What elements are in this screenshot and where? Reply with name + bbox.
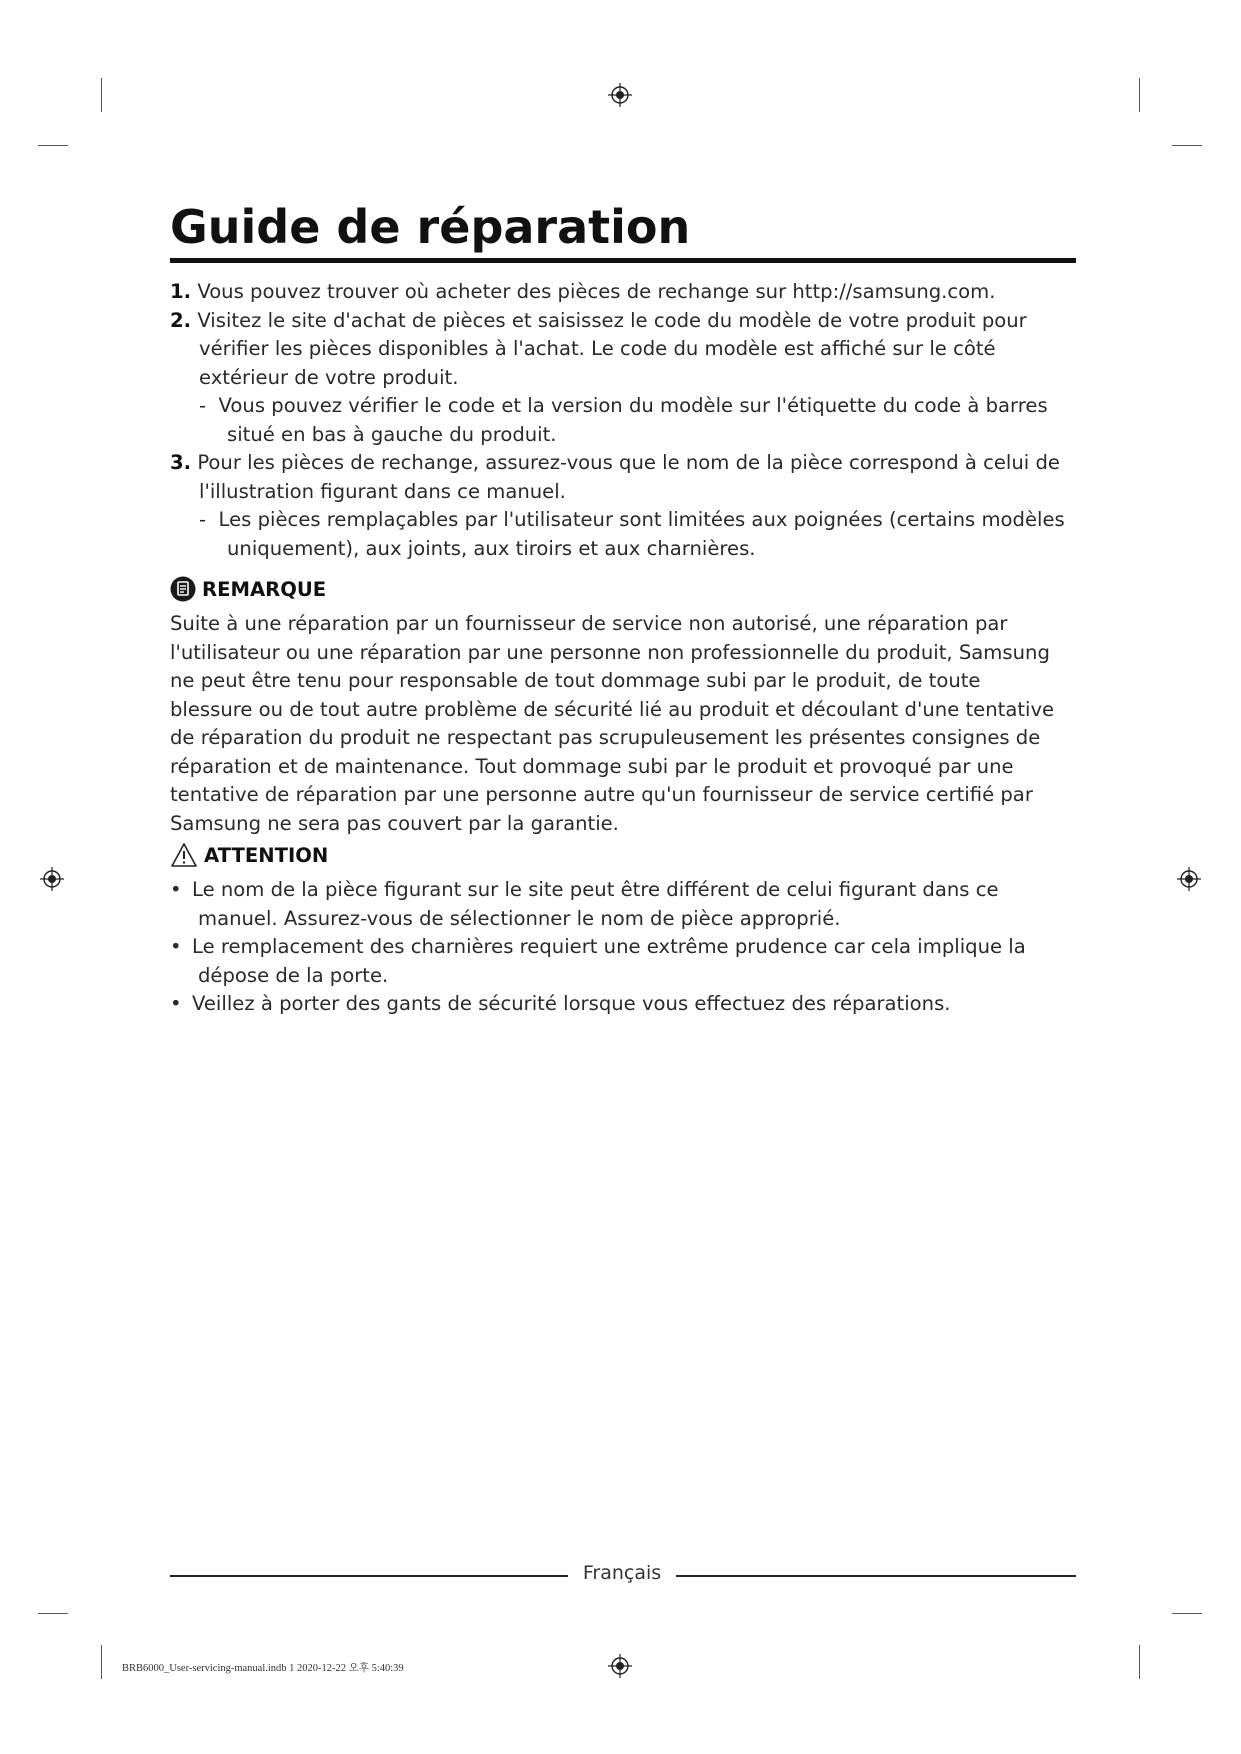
sub-item-text: uniquement), aux joints, aux tiroirs et aux charnières. [227,536,756,560]
bullet: • [170,935,182,958]
crop-mark [1139,78,1140,112]
crop-mark [38,1613,68,1614]
crop-mark [1172,1613,1202,1614]
note-line: tentative de réparation par une personne autre qu'un fournisseur de service certifié par [170,783,1033,806]
title-rule [170,258,1076,263]
note-line: blessure ou de tout autre problème de sécurité lié au produit et découlant d'une tentative [170,697,1055,721]
bullet: • [170,878,182,901]
crop-mark [1139,1645,1140,1679]
note-line: Suite à une réparation par un fournisseur de service non autorisé, une réparation par [170,612,1008,635]
note-line: ne peut être tenu pour responsable de tout dommage subi par le produit, de toute [170,669,981,692]
bullet-text: dépose de la porte. [198,963,389,987]
numbered-list [170,278,1076,563]
list-item [170,933,1076,990]
bullet-text: Le remplacement des charnières requiert une extrême prudence car cela implique la [192,935,1026,958]
footer-language: Français [582,1562,662,1584]
note-line: l'utilisateur ou une réparation par une personne non professionnelle du produit, Samsung [170,640,1050,664]
footer-rule [170,1575,568,1577]
sub-item [170,506,1076,535]
item-text: Visitez le site d'achat de pièces et saisissez le code du modèle de votre produit pour [197,308,1027,332]
item-text: l'illustration figurant dans ce manuel. [199,479,566,503]
item-text: Vous pouvez trouver où acheter des pièces de rechange sur http://samsung.com. [197,280,996,303]
bullet-text: Le nom de la pièce figurant sur le site peut être différent de celui figurant dans ce [192,878,999,901]
registration-mark-icon [608,83,632,107]
item-text: extérieur de votre produit. [199,365,459,389]
note-heading [170,576,326,602]
registration-mark-icon [1177,867,1201,891]
item-text: Pour les pièces de rechange, assurez-vous que le nom de la pièce correspond à celui de [197,451,1060,474]
caution-heading [170,842,328,868]
list-item [170,278,1076,307]
crop-mark [38,145,68,146]
sub-item-text: Vous pouvez vérifier le code et la version du modèle sur l'étiquette du code à barres [218,394,1048,417]
sub-item-text: situé en bas à gauche du produit. [227,422,557,446]
note-paragraph [170,610,1076,838]
dash: - [199,508,207,531]
note-line: de réparation du produit ne respectant pas scrupuleusement les présentes consignes de [170,726,1041,749]
print-slug: BRB6000_User-servicing-manual.indb 1 2020-12-22 오후 5:40:39 [122,1663,404,1674]
crop-mark [101,1645,102,1679]
caution-heading-text: ATTENTION [204,843,329,867]
bullet-text: manuel. Assurez-vous de sélectionner le nom de pièce approprié. [198,906,841,930]
registration-mark-icon [608,1654,632,1678]
item-number: 3. [170,451,192,474]
item-number: 1. [170,280,192,303]
bullet-text: Veillez à porter des gants de sécurité lorsque vous effectuez des réparations. [192,992,951,1015]
note-heading-text: REMARQUE [202,577,327,601]
registration-mark-icon [40,867,64,891]
item-number: 2. [170,308,192,332]
list-item [170,449,1076,563]
crop-mark [101,78,102,112]
warning-triangle-icon [170,842,198,868]
footer-rule [676,1575,1076,1577]
crop-mark [1172,145,1202,146]
item-text: vérifier les pièces disponibles à l'achat. Le code du modèle est affiché sur le côté [199,337,996,360]
dash: - [199,394,207,417]
list-item [170,307,1076,450]
note-line: Samsung ne sera pas couvert par la garantie. [170,811,619,835]
note-icon [170,576,196,602]
page-title: Guide de réparation [170,200,691,254]
list-item [170,990,1076,1019]
note-line: réparation et de maintenance. Tout dommage subi par le produit et provoqué par une [170,754,1014,778]
bullet: • [170,992,182,1015]
sub-item-text: Les pièces remplaçables par l'utilisateur sont limitées aux poignées (certains modèles [218,508,1065,531]
sub-item [170,392,1076,421]
caution-list [170,876,1076,1019]
list-item [170,876,1076,933]
